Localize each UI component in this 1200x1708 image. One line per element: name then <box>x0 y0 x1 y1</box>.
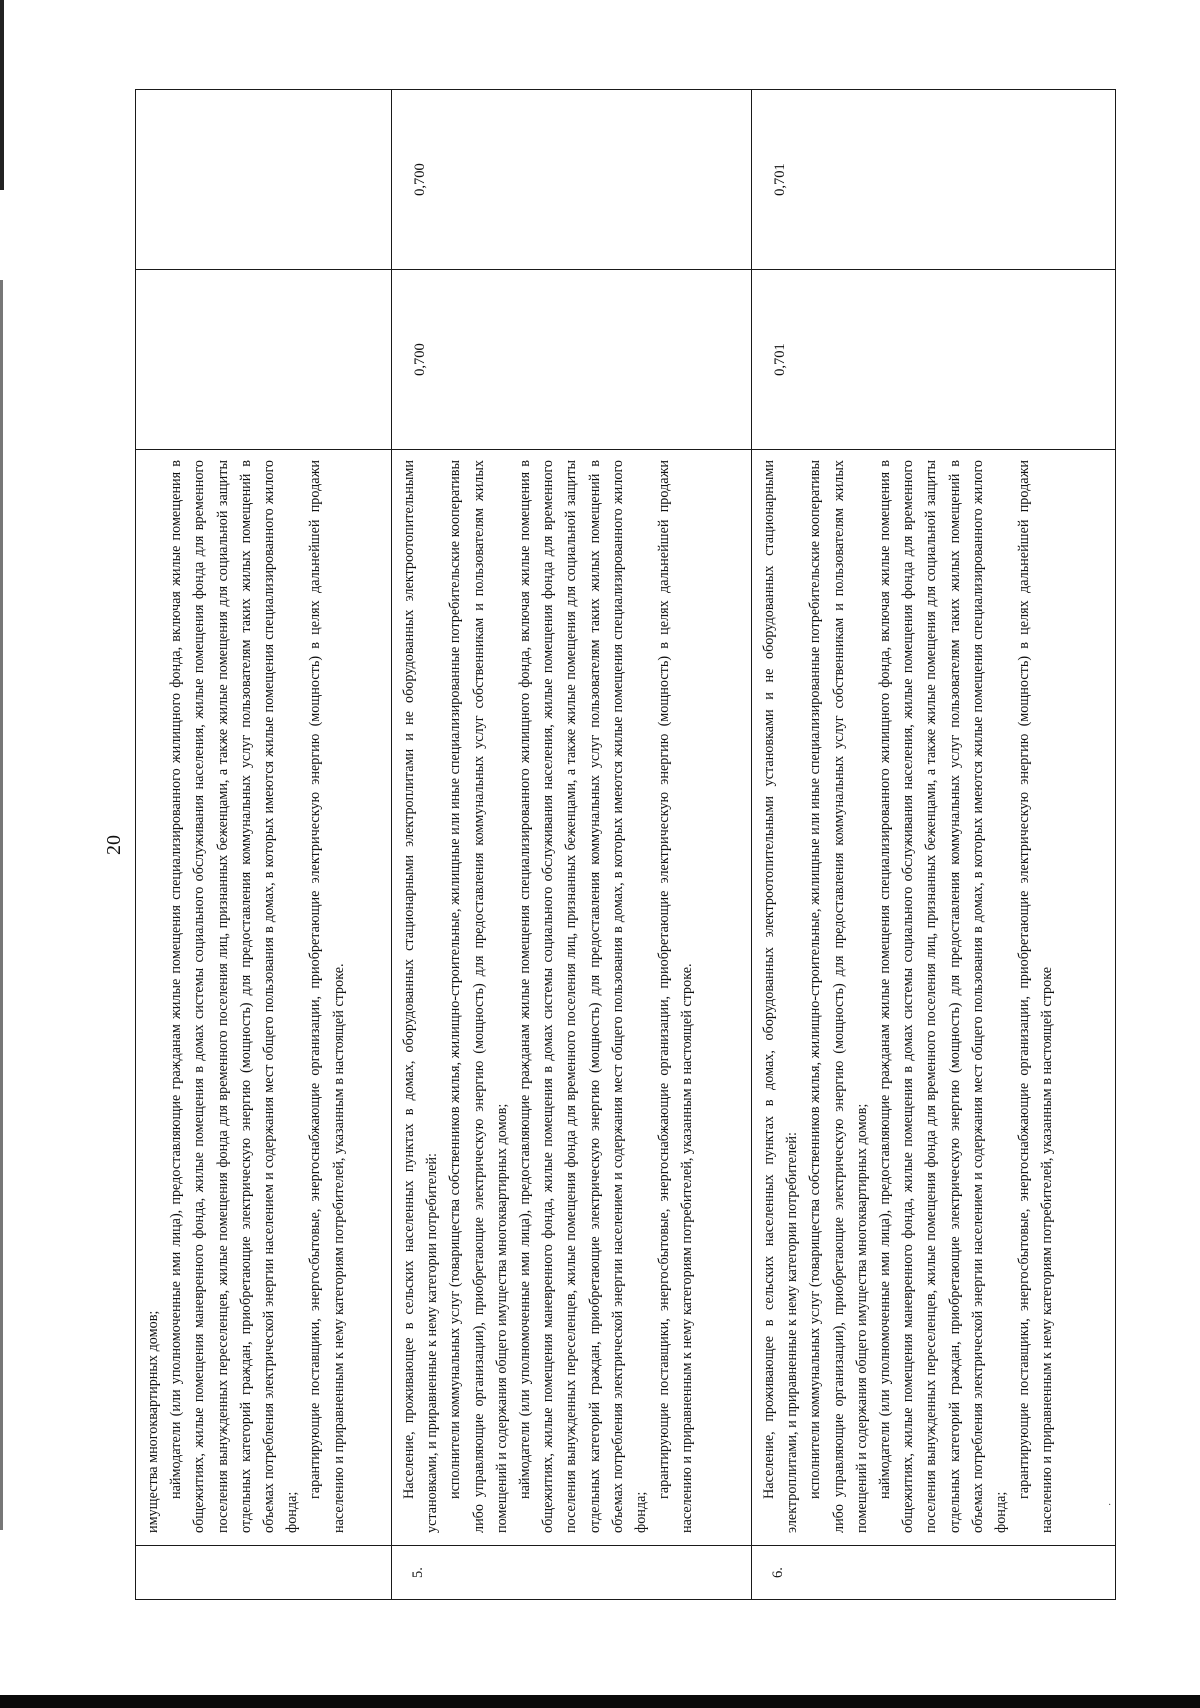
description-paragraph: гарантирующие поставщики, энергосбытовые, энергоснабжающие организации, приобретающие электрическую энергию (мощность) в целях дальнейшей продажи населению и приравненным к нему категориям потребителей, указанным в настоящей строке <box>1016 460 1056 1533</box>
description-paragraph: исполнители коммунальных услуг (товарищества собственников жилья, жилищно-строительные, жилищные или иные специализированные потребительские кооперативы либо управляющие организации), приобретающие электрическую энергию (мощность) для предоставления коммунальных услуг собственникам и пользователям жилых помещений и содержания общего имущества многоквартирных домов; <box>447 460 510 1533</box>
value-cell-1: 0,701 <box>752 270 1116 450</box>
value-cell-1 <box>136 270 392 450</box>
description-paragraph: наймодатели (или уполномоченные ими лица), предоставляющие гражданам жилые помещения специализированного жилищного фонда, включая жилые помещения в общежитиях, жилые помещения маневренного фонда, жилые помещения в домах системы социального обслуживания населения, жилые помещения фонда для временного поселения вынужденных переселенцев, жилые помещения фонда для временного поселения лиц, признанных беженцами, а также жилые помещения для социальной защиты отдельных категорий граждан, приобретающие электрическую энергию (мощность) для предоставления коммунальных услуг пользователям таких жилых помещений в объемах потребления электрической энергии населением и содержания мест общего пользования в домах, в которых имеются жилые помещения специализированного жилого фонда; <box>168 460 301 1533</box>
row-number-cell <box>136 1546 392 1600</box>
scan-left-edge-shadow <box>0 280 3 1530</box>
description-paragraph: Население, проживающее в сельских населенных пунктах в домах, оборудованных стационарными электроплитами и не оборудованных электроотопительными установками, и приравненные к нему категории потребителей: <box>401 460 441 1533</box>
description-paragraph: наймодатели (или уполномоченные ими лица), предоставляющие гражданам жилые помещения специализированного жилищного фонда, включая жилые помещения в общежитиях, жилые помещения маневренного фонда, жилые помещения в домах системы социального обслуживания населения, жилые помещения фонда для временного поселения вынужденных переселенцев, жилые помещения фонда для временного поселения лиц, признанных беженцами, а также жилые помещения для социальной защиты отдельных категорий граждан, приобретающие электрическую энергию (мощность) для предоставления коммунальных услуг пользователям таких жилых помещений в объемах потребления электрической энергии населением и содержания мест общего пользования в домах, в которых имеются жилые помещения специализированного жилого фонда; <box>517 460 650 1533</box>
description-paragraph: гарантирующие поставщики, энергосбытовые, энергоснабжающие организации, приобретающие электрическую энергию (мощность) в целях дальнейшей продажи населению и приравненным к нему категориям потребителей, указанным в настоящей строке. <box>307 460 347 1533</box>
scan-bottom-band <box>0 1695 1200 1708</box>
description-paragraph: наймодатели (или уполномоченные ими лица), предоставляющие гражданам жилые помещения специализированного жилищного фонда, включая жилые помещения в общежитиях, жилые помещения маневренного фонда, жилые помещения в домах системы социального обслуживания населения, жилые помещения фонда для временного поселения вынужденных переселенцев, жилые помещения фонда для временного поселения лиц, признанных беженцами, а также жилые помещения для социальной защиты отдельных категорий граждан, приобретающие электрическую энергию (мощность) для предоставления коммунальных услуг пользователям таких жилых помещений в объемах потребления электрической энергии населением и содержания мест общего пользования в домах, в которых имеются жилые помещения специализированного жилого фонда; <box>877 460 1010 1533</box>
value-cell-2 <box>136 90 392 270</box>
value-cell-1: 0,700 <box>392 270 752 450</box>
scan-left-edge <box>0 0 4 190</box>
row-description-cell <box>392 450 752 1546</box>
table-row-continuation <box>136 90 392 1600</box>
table-row-6 <box>752 90 1116 1600</box>
row-description-cell <box>136 450 392 1546</box>
tariff-table <box>135 89 1116 1600</box>
description-paragraph: Население, проживающее в сельских населенных пунктах в домах, оборудованных электроотопительными установками и не оборудованных стационарными электроплитами, и приравненные к нему категории потребителей: <box>761 460 801 1533</box>
row-number-cell: 6. <box>752 1546 1116 1600</box>
scan-stray-mark: · <box>1108 1500 1112 1511</box>
table-row-5 <box>392 90 752 1600</box>
description-paragraph: гарантирующие поставщики, энергосбытовые, энергоснабжающие организации, приобретающие электрическую энергию (мощность) в целях дальнейшей продажи населению и приравненным к нему категориям потребителей, указанным в настоящей строке. <box>656 460 696 1533</box>
rotated-landscape-page <box>95 90 1115 1600</box>
description-paragraph: имущества многоквартирных домов; <box>145 1310 161 1533</box>
description-paragraph: исполнители коммунальных услуг (товарищества собственников жилья, жилищно-строительные, жилищные или иные специализированные потребительские кооперативы либо управляющие организации), приобретающие электрическую энергию (мощность) для предоставления коммунальных услуг собственникам и пользователям жилых помещений и содержания общего имущества многоквартирных домов; <box>807 460 870 1533</box>
row-description-cell <box>752 450 1116 1546</box>
page-number: 20 <box>103 835 125 855</box>
value-cell-2: 0,700 <box>392 90 752 270</box>
value-cell-2: 0,701 <box>752 90 1116 270</box>
row-number-cell: 5. <box>392 1546 752 1600</box>
